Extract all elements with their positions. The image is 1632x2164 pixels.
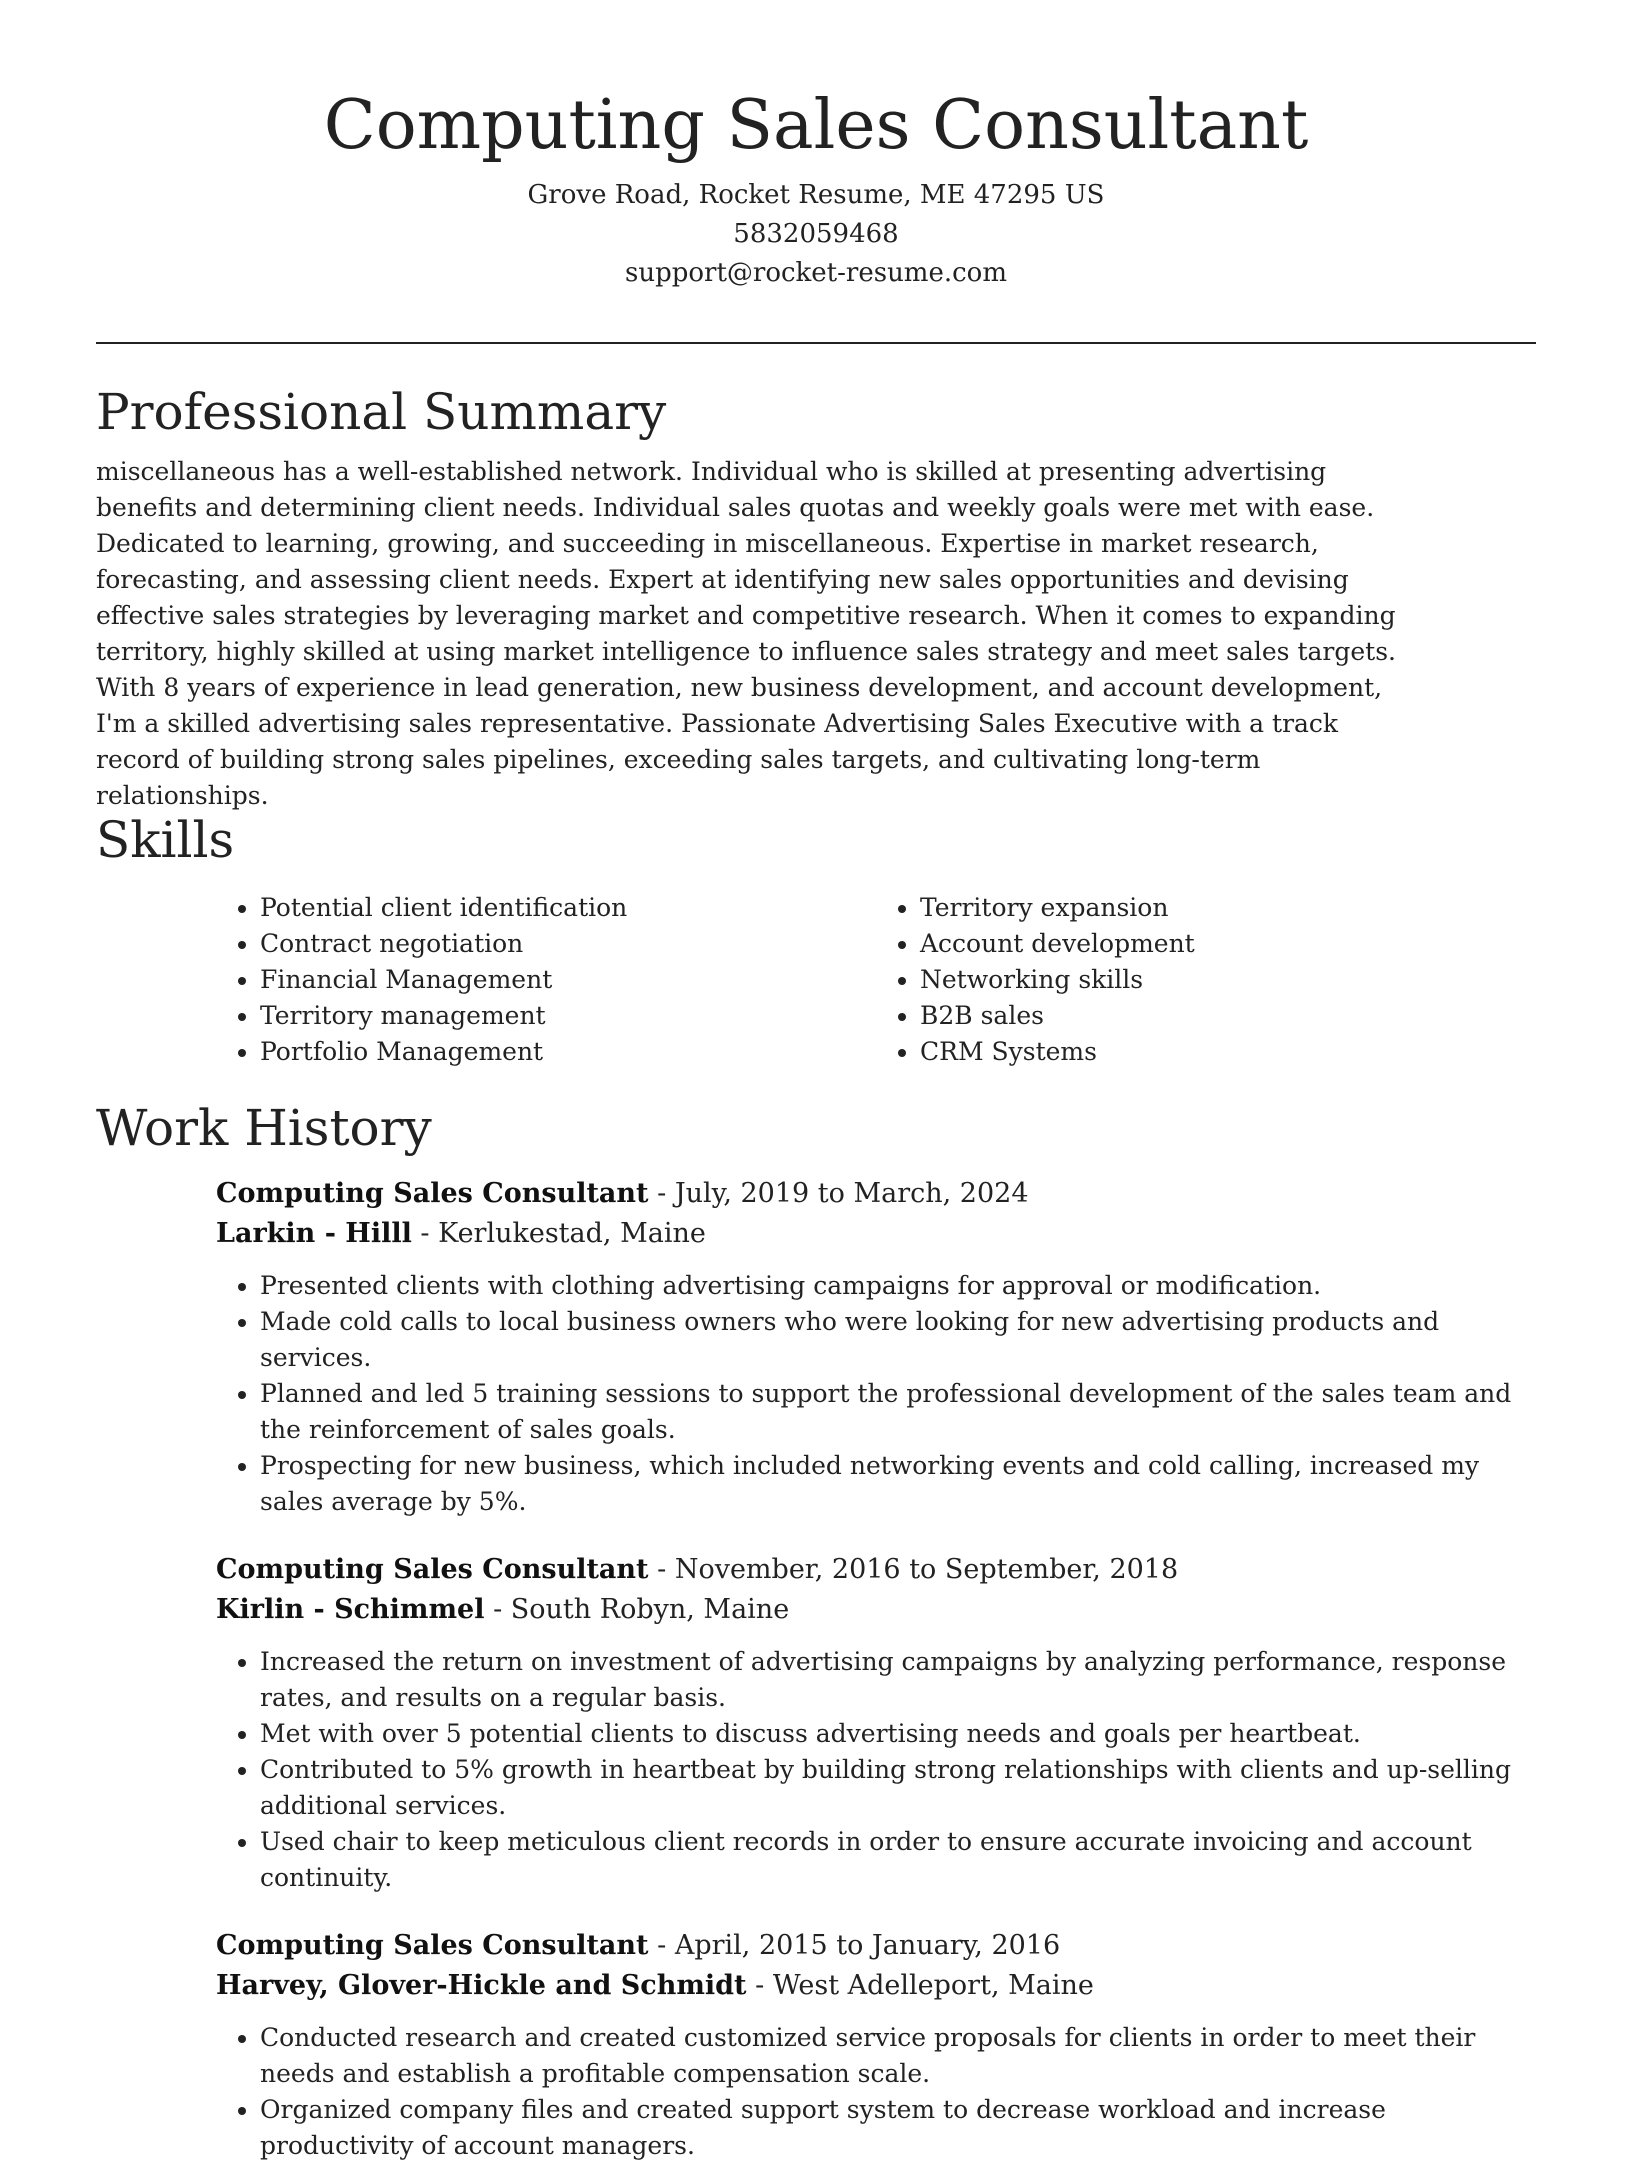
contact-phone: 5832059468 (733, 219, 899, 249)
skills-list (216, 890, 1536, 1070)
job-title: Computing Sales Consultant (216, 1554, 649, 1585)
job-location: - South Robyn, Maine (484, 1594, 790, 1625)
company-name: Larkin - Hilll (216, 1218, 412, 1249)
job-dates: - April, 2015 to January, 2016 (648, 1930, 1061, 1961)
job-dates: - November, 2016 to September, 2018 (648, 1554, 1179, 1585)
job-bullet: • Conducted research and created customized service proposals for clients in order to meet their needs and establish a profitable compensation scale. (260, 2020, 1536, 2092)
job-bullet: • Made cold calls to local business owners who were looking for new advertising products and services. (260, 1304, 1536, 1376)
work-history-heading: Work History (96, 1099, 432, 1157)
header-divider (96, 342, 1536, 344)
skill-item: • Potential client identification (260, 890, 876, 926)
job-bullet: • Met with over 5 potential clients to discuss advertising needs and goals per heartbeat. (260, 1716, 1536, 1752)
company-name: Kirlin - Schimmel (216, 1594, 485, 1625)
job-title: Computing Sales Consultant (216, 1930, 649, 1961)
job-bullet: • Prospecting for new business, which included networking events and cold calling, increased my sales average by 5%. (260, 1448, 1536, 1520)
contact-info (0, 176, 1632, 293)
skills-heading: Skills (96, 811, 235, 869)
job-title-line (216, 1926, 1536, 1966)
work-history-section (96, 1096, 1536, 2164)
job-title: Computing Sales Consultant (216, 1178, 649, 1209)
skill-item: • Account development (920, 926, 1536, 962)
job-dates: - July, 2019 to March, 2024 (648, 1178, 1029, 1209)
summary-section (96, 380, 1536, 814)
skill-item: • Networking skills (920, 962, 1536, 998)
job-company-line (216, 1214, 1536, 1254)
job-entry (216, 1550, 1536, 1896)
job-bullets (216, 1268, 1536, 1520)
job-title-line (216, 1550, 1536, 1590)
job-entry (216, 1174, 1536, 1520)
company-name: Harvey, Glover-Hickle and Schmidt (216, 1970, 747, 2001)
resume-header (0, 0, 1632, 293)
contact-address: Grove Road, Rocket Resume, ME 47295 US (527, 180, 1105, 210)
job-bullets (216, 1644, 1536, 1896)
skill-item: • Territory expansion (920, 890, 1536, 926)
summary-text: miscellaneous has a well-established network. Individual who is skilled at presenting advertising benefits and determining client needs. Individual sales quotas and weekly goals were met with ease. Dedicated to learning, growing, and succeeding in miscellaneous. Expertise in market research, forecasting, and assessing client needs. Expert at identifying new sales opportunities and devising effective sales strategies by leveraging market and competitive research. When it comes to expanding territory, highly skilled at using market intelligence to influence sales strategy and meet sales targets. With 8 years of experience in lead generation, new business development, and account development, I'm a skilled advertising sales representative. Passionate Advertising Sales Executive with a track record of building strong sales pipelines, exceeding sales targets, and cultivating long-term relationships. (96, 457, 1396, 810)
job-bullet: • Used chair to keep meticulous client records in order to ensure accurate invoicing and account continuity. (260, 1824, 1536, 1896)
candidate-name: Computing Sales Consultant (323, 86, 1309, 165)
skills-section (96, 808, 1536, 1070)
skills-column-left (216, 890, 876, 1070)
skill-item: • Contract negotiation (260, 926, 876, 962)
job-bullets (216, 2020, 1536, 2164)
job-company-line (216, 1590, 1536, 1630)
skill-item: • Financial Management (260, 962, 876, 998)
job-bullet: • Organized company files and created support system to decrease workload and increase productivity of account managers. (260, 2092, 1536, 2164)
job-bullet: • Presented clients with clothing advertising campaigns for approval or modification. (260, 1268, 1536, 1304)
job-title-line (216, 1174, 1536, 1214)
skill-item: • Territory management (260, 998, 876, 1034)
contact-email: support@rocket-resume.com (624, 258, 1007, 288)
job-bullet: • Planned and led 5 training sessions to support the professional development of the sales team and the reinforcement of sales goals. (260, 1376, 1536, 1448)
summary-heading: Professional Summary (96, 383, 667, 441)
job-bullet: • Increased the return on investment of advertising campaigns by analyzing performance, response rates, and results on a regular basis. (260, 1644, 1536, 1716)
job-location: - West Adelleport, Maine (746, 1970, 1094, 2001)
job-location: - Kerlukestad, Maine (411, 1218, 706, 1249)
skill-item: • B2B sales (920, 998, 1536, 1034)
skill-item: • Portfolio Management (260, 1034, 876, 1070)
skill-item: • CRM Systems (920, 1034, 1536, 1070)
skills-column-right (876, 890, 1536, 1070)
job-company-line (216, 1966, 1536, 2006)
job-entry (216, 1926, 1536, 2164)
job-bullet: • Contributed to 5% growth in heartbeat by building strong relationships with clients and up-selling additional services. (260, 1752, 1536, 1824)
